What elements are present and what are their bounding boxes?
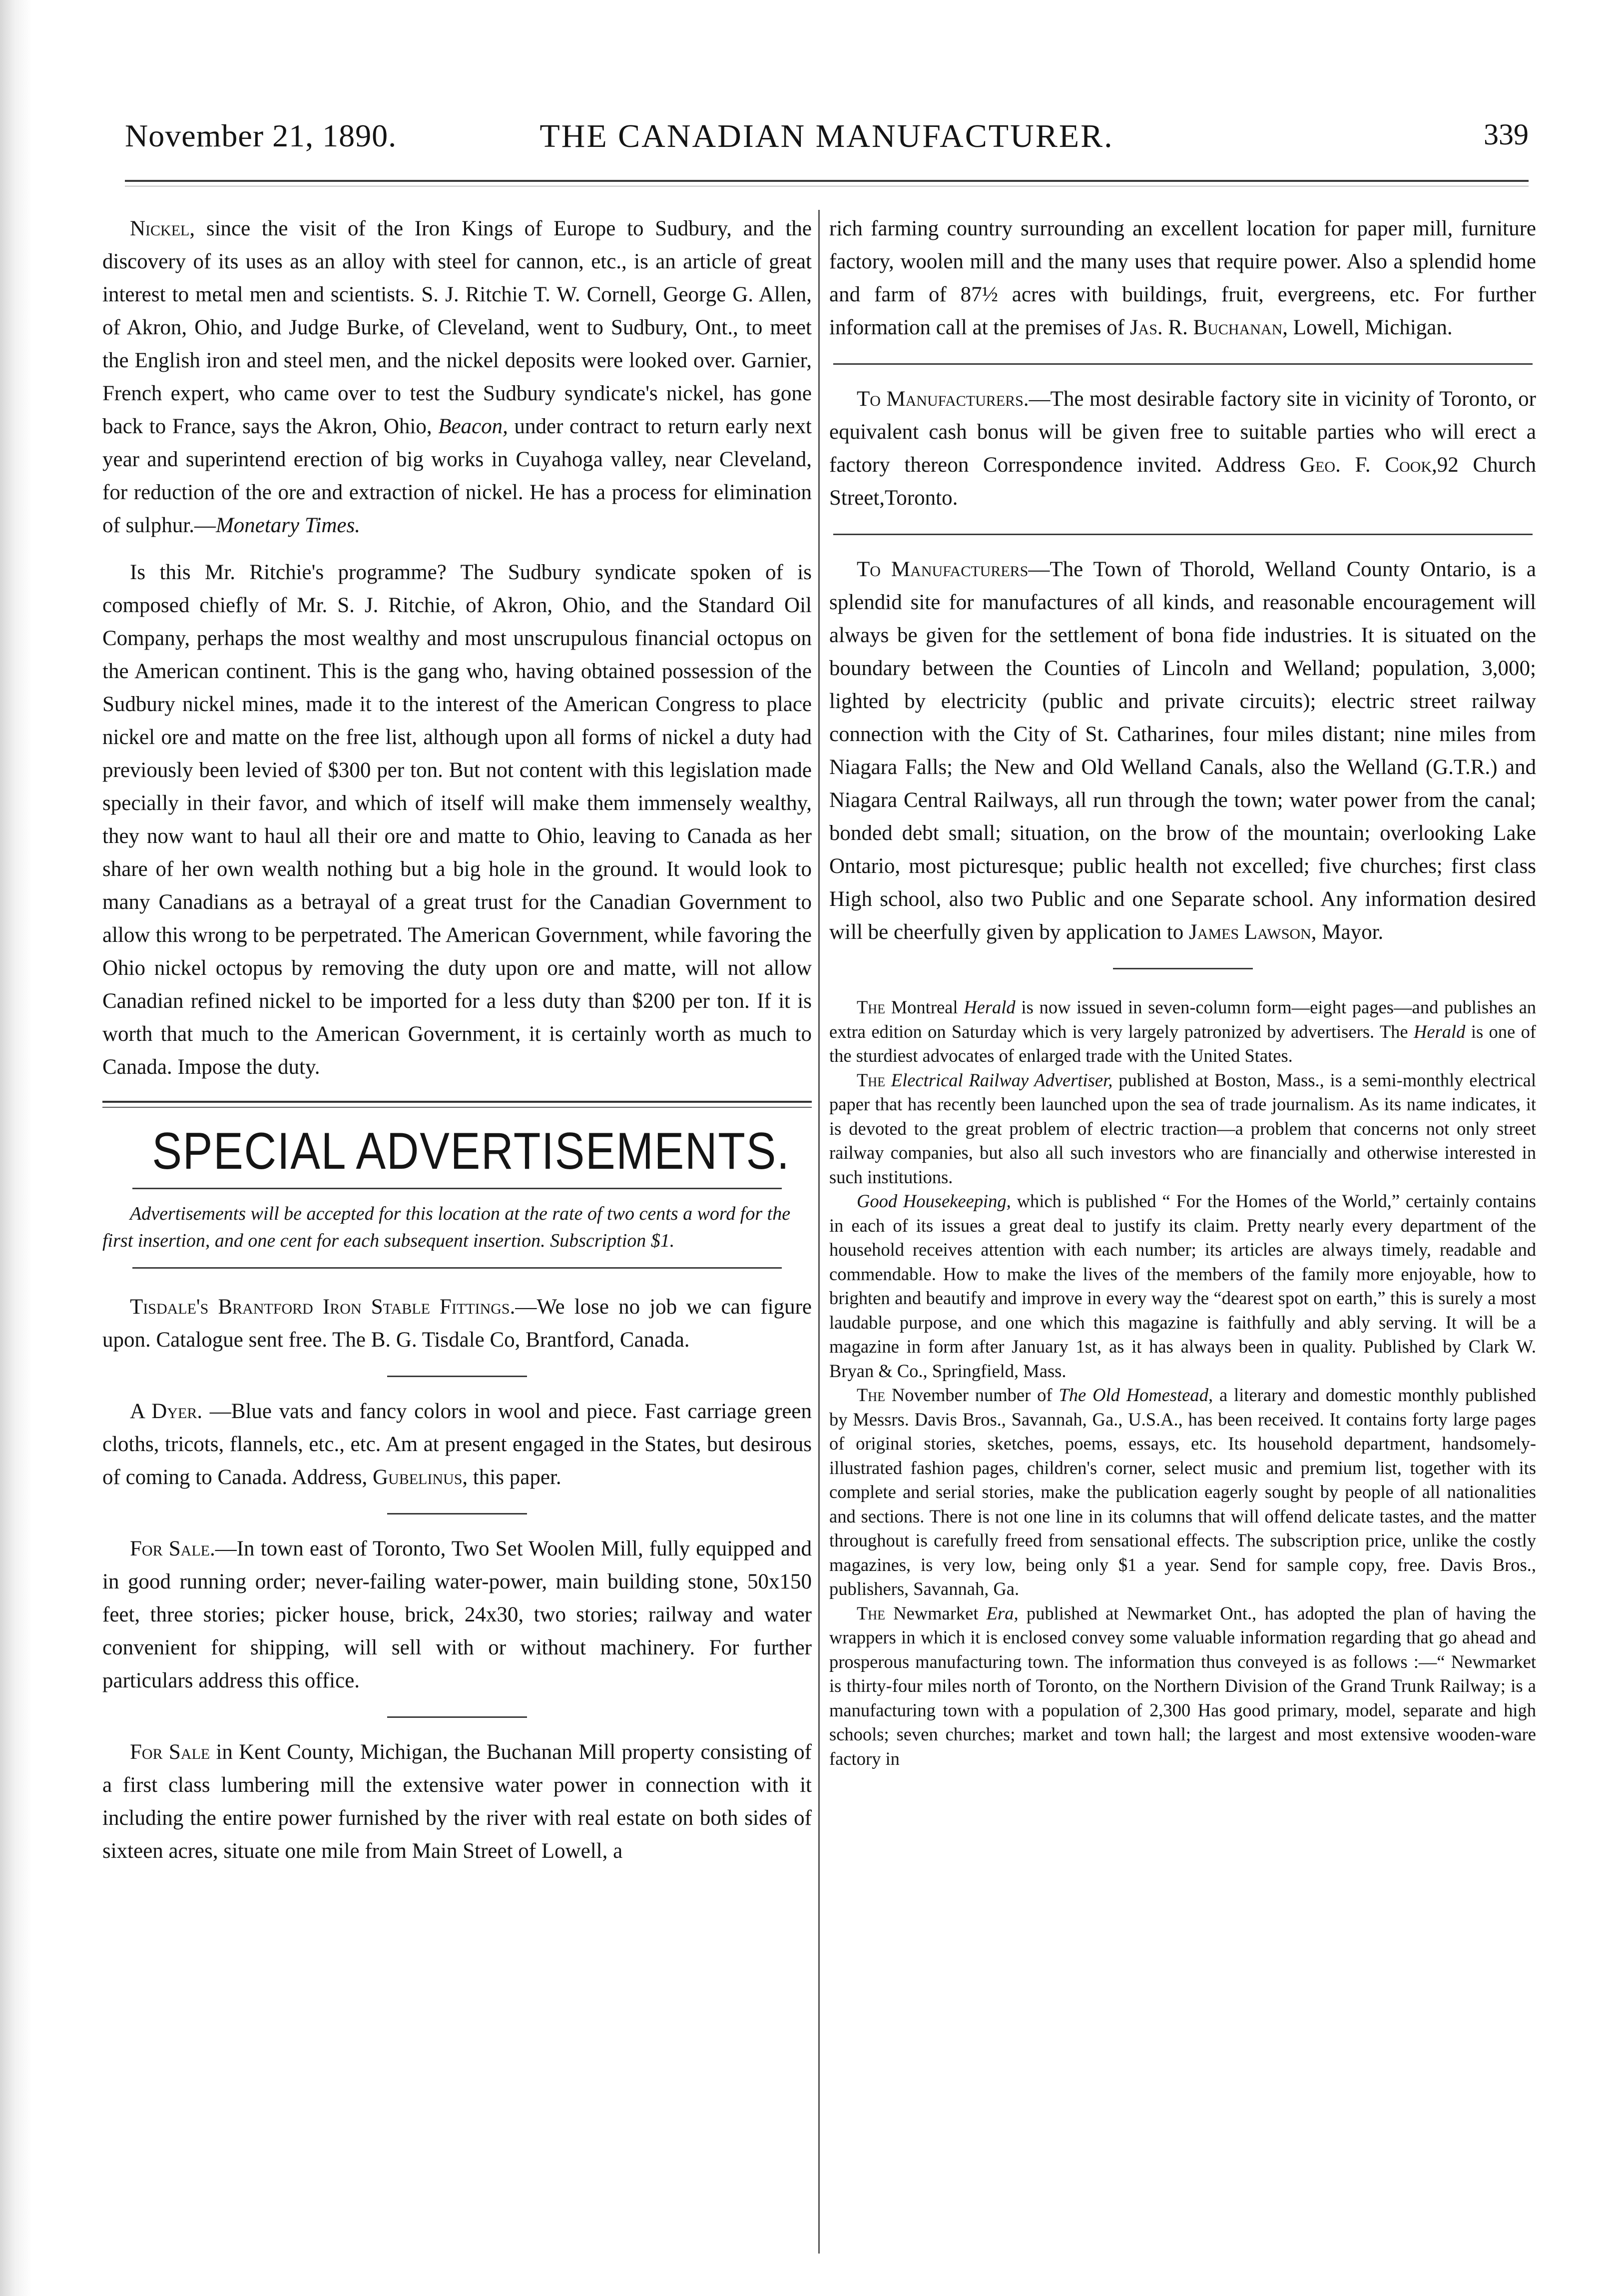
nickel-editorial: Is this Mr. Ritchie's programme? The Sudbury syndicate spoken of is composed chiefly of Mr. S. J. Ritchie, of Akron, Ohio, and the Standard Oil Company, perhaps the most wealthy and most unscrupulous financial octopus on the American continent. This is the gang who, having obtained possession of the Sudbury nickel mines, made it to the interest of the American Congress to place nickel ore and matte on the free list, although upon all forms of nickel a duty had previously been levied of $300 per ton. But not content with this legislation made specially in their favor, and which of itself will make them immensely wealthy, they now want to haul all their ore and matte to Ohio, leaving to Canada as her share of her own wealth nothing but a big hole in the ground. It would look to many Canadians as a betrayal of a great trust for the Canadian Government to allow this wrong to be perpetrated. The American Government, while favoring the Ohio nickel octopus by removing the duty upon ore and matte, will not allow Canadian refined nickel to be imported for a less duty than $200 per ton. If it is worth that much to the American Government, it is certainly worth as much to Canada. Impose the duty. [102,561,812,1079]
ad-dyer: A Dyer. —Blue vats and fancy colors in wool and piece. Fast carriage green cloths, tricots, flannels, etc., etc. Am at present engaged in the States, but desirous of coming to Canada. Address, Gubelinus, this paper. [102,1400,812,1489]
notice-electrical-railway-advertiser: The Electrical Railway Advertiser, published at Boston, Mass., is a semi-monthly electrical paper that has recently been launched upon the sea of trade journalism. As its name indicates, it is devoted to the great problem of electric traction—a problem that concerns not only street railway companies, but also all such investors who are financially and otherwise interested in such institutions. [829,1069,1537,1187]
section-double-rule [102,1101,812,1108]
ad-for-sale-kent: For Sale in Kent County, Michigan, the Buchanan Mill property consisting of a first class lumbering mill the extensive water power in connection with it including the entire power furnished by the river with real estate on both sides of sixteen acres, situate one mile from Main Street of Lowell, a [102,1740,812,1863]
ad-separator [387,1716,527,1718]
issue-date: November 21, 1890. [125,118,397,153]
ad-for-sale-toronto: For Sale.—In town east of Toronto, Two Set Woolen Mill, fully equipped and in good running order; never-failing water-power, main building stone, 50x150 feet, three stories; picker house, brick, 24x30, two stories; railway and water convenient for shipping, will sell with or without machinery. For further particulars address this office. [102,1537,812,1692]
left-column [102,212,812,1868]
nickel-article: Nickel, since the visit of the Iron Kings of Europe to Sudbury, and the discovery of its uses as an alloy with steel for cannon, etc., is an article of great interest to metal men and scientists. S. J. Ritchie T. W. Cornell, George G. Allen, of Akron, Ohio, and Judge Burke, of Cleveland, went to Sudbury, Ont., to meet the English iron and steel men, and the nickel deposits were looked over. Garnier, French expert, who came over to test the Sudbury syndicate's nickel, has gone back to France, says the Akron, Ohio, Beacon, under contract to return early next year and superintend erection of big works in Cuyahoga valley, near Cleveland, for reduction of the ore and extraction of nickel. He has a process for elimination of sulphur.—Monetary Times. [102,217,812,537]
special-advertisements-heading: SPECIAL ADVERTISEMENTS. [152,1122,790,1180]
right-column [829,212,1536,1771]
section-separator [1113,968,1253,969]
ad-separator [387,1513,527,1515]
publication-notices [829,995,1536,1771]
ad-separator [833,534,1533,535]
ad-separator [833,363,1533,365]
notice-good-housekeeping: Good Housekeeping, which is published “ For the Homes of the World,” certainly contains in each of its issues a great deal to justify its claim. Pretty nearly every department of the household receives attention with each number; its articles are always timely, readable and commendable. How to make the lives of the members of the family more enjoyable, how to brighten and beautify and improve in every way the “dearest spot on earth,” this is surely a most laudable purpose, and one which this magazine is faithfully and ably serving. It will be a magazine in form after January 1st, as it has always been in quality. Published by Clark W. Bryan & Co., Springfield, Mass. [829,1191,1537,1381]
advertisement-rates-notice: Advertisements will be accepted for this location at the rate of two cents a word for the first insertion, and one cent for each subsequent insertion. Subscription $1. [102,1203,791,1251]
ad-for-sale-kent-continued: rich farming country surrounding an excellent location for paper mill, furniture factory, woolen mill and the many uses that require power. Also a splendid home and farm of 87½ acres with buildings, fruit, evergreens, etc. For further information call at the premises of Jas. R. Buchanan, Lowell, Michigan. [829,217,1536,339]
page-header [125,117,1529,172]
ad-manufacturers-thorold: To Manufacturers—The Town of Thorold, Welland County Ontario, is a splendid site for manufactures of all kinds, and reasonable encouragement will always be given for the settlement of bona fide industries. It is situated on the boundary between the Counties of Lincoln and Welland; population, 3,000; lighted by electricity (public and private circuits); electric street railway connection with the City of St. Catharines, four miles distant; nine miles from Niagara Falls; the New and Old Welland Canals, also the Welland (G.T.R.) and Niagara Central Railways, all run through the town; water power from the canal; bonded debt small; situation, on the brow of the mountain; overlooking Lake Ontario, most picturesque; public health not excelled; five churches; first class High school, also two Public and one Separate school. Any information desired will be cheerfully given by application to James Lawson, Mayor. [829,558,1536,944]
scan-page-edge [0,0,32,2296]
ad-tisdale: Tisdale's Brantford Iron Stable Fittings.—We lose no job we can figure upon. Catalogue sent free. The B. G. Tisdale Co, Brantford, Canada. [102,1295,812,1352]
notice-montreal-herald: The Montreal Herald is now issued in seven-column form—eight pages—and publishes an extra edition on Saturday which is very largely patronized by advertisers. The Herald is one of the sturdiest advocates of enlarged trade with the United States. [829,997,1537,1066]
notice-old-homestead: The November number of The Old Homestead, a literary and domestic monthly published by Messrs. Davis Bros., Savannah, Ga., U.S.A., has been received. It contains forty large pages of original stories, sketches, poems, essays, etc. Its household department, handsomely-illustrated fashion pages, children's corner, select music and premium list, together with its complete and serial stories, make the publication eagerly sought by people of all nationalities and sections. There is not one line in its columns that will offend delicate tastes, and the matter throughout is carefully freed from sensational effects. The subscription price, unlike the costly magazines, is very low, being only $1 a year. Send for sample copy, free. Davis Bros., publishers, Savannah, Ga. [829,1385,1537,1599]
heading-rule [132,1188,782,1189]
page-number: 339 [1484,118,1529,151]
notice-newmarket-era: The Newmarket Era, published at Newmarket Ont., has adopted the plan of having the wrappers in which it is enclosed convey some valuable information regarding that go ahead and prosperous manufacturing town. The information thus conveyed is as follows :—“ Newmarket is thirty-four miles north of Toronto, on the Northern Division of the Grand Trunk Railway; is a manufacturing town with a population of 2,300 Has good primary, model, separate and high schools; seven churches; market and town hall; the largest and most extensive wooden-ware factory in [829,1602,1537,1769]
header-rule [125,180,1529,182]
ad-manufacturers-toronto: To Manufacturers.—The most desirable factory site in vicinity of Toronto, or equivalent cash bonus will be given free to suitable parties who will erect a factory thereon Correspondence invited. Address Geo. F. Cook,92 Church Street,Toronto. [829,387,1536,510]
intro-rule [132,1267,782,1269]
column-divider [818,210,820,2254]
ad-separator [387,1376,527,1377]
publication-title: THE CANADIAN MANUFACTURER. [540,118,1114,154]
